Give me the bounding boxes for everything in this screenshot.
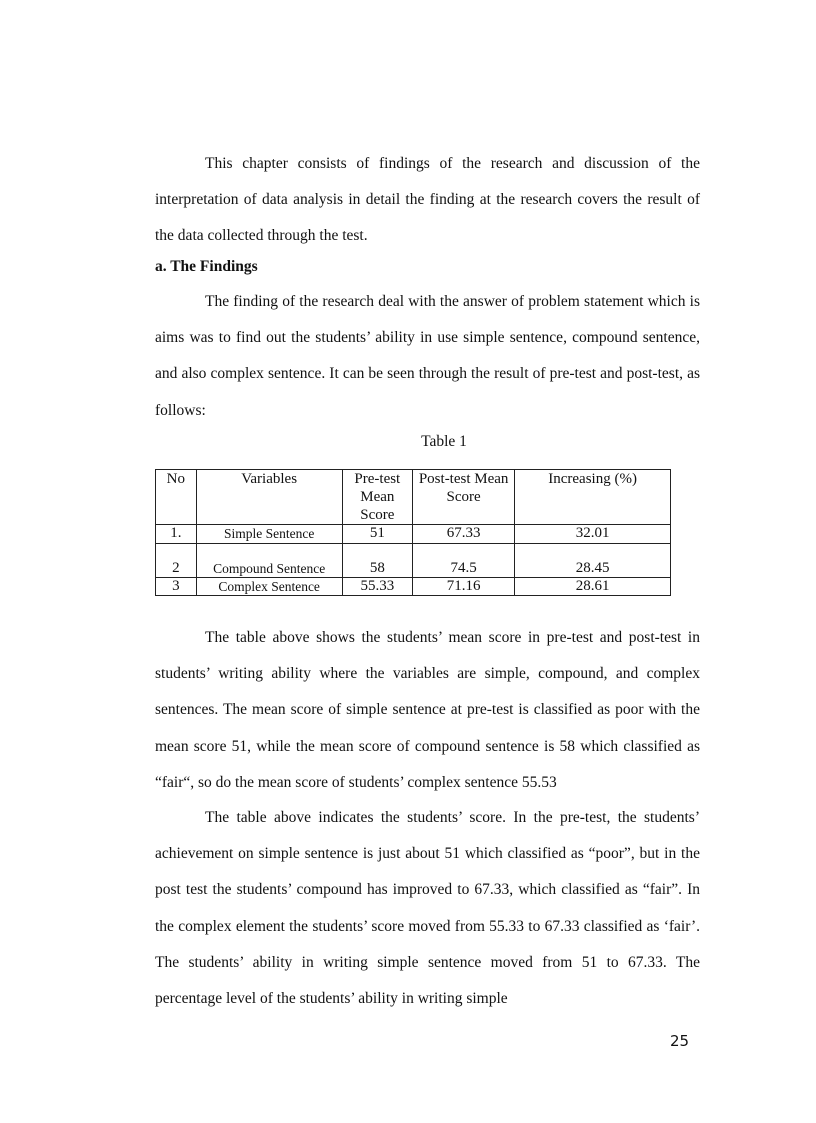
cell-posttest: 71.16 [413,578,515,596]
findings-paragraph: The finding of the research deal with the answer of problem statement which is aims was to find out the students’ ability in use simple sentence, compound sentence, and also complex sentence. It can be seen through the result of pre-test and post-test, as follows: [155,293,700,419]
cell-no: 3 [156,578,197,596]
cell-posttest: 67.33 [413,525,515,544]
score-discussion-paragraph: The table above indicates the students’ score. In the pre-test, the students’ achievement on simple sentence is just about 51 which classified as “poor”, but in the post test the students’ compound has improved to 67.33, which classified as “fair”. In the complex element the students’ score moved from 55.33 to 67.33 classified as ‘fair’. The students’ ability in writing simple sentence moved from 51 to 67.33. The percentage level of the students’ ability in writing simple [155,809,700,1008]
table-row [156,525,671,544]
header-posttest: Post-test Mean Score [413,470,515,525]
header-pretest: Pre-test Mean Score [342,470,413,525]
cell-posttest: 74.5 [413,544,515,578]
page-number: 25 [670,1032,690,1050]
cell-pretest: 55.33 [342,578,413,596]
table-caption: Table 1 [421,433,467,450]
table-discussion-paragraph: The table above shows the students’ mean score in pre-test and post-test in students’ writing ability where the variables are simple, compound, and complex sentences. The mean score of simple sentence at pre-test is classified as poor with the mean score 51, while the mean score of compound sentence is 58 which classified as “fair“, so do the mean score of students’ complex sentence 55.53 [155,629,700,791]
table-row [156,578,671,596]
cell-pretest: 58 [342,544,413,578]
cell-no: 1. [156,525,197,544]
cell-pretest: 51 [342,525,413,544]
header-variables: Variables [196,470,342,525]
intro-paragraph: This chapter consists of findings of the research and discussion of the interpretation of data analysis in detail the finding at the research covers the result of the data collected through the test. [155,155,700,245]
table-header-row [156,470,671,525]
cell-variable: Compound Sentence [196,544,342,578]
findings-heading: a. The Findings [155,258,258,275]
cell-variable: Simple Sentence [196,525,342,544]
cell-increasing: 28.45 [515,544,671,578]
header-increasing: Increasing (%) [515,470,671,525]
cell-variable: Complex Sentence [196,578,342,596]
cell-no: 2 [156,544,197,578]
cell-increasing: 28.61 [515,578,671,596]
results-table [155,469,671,596]
table-row [156,544,671,578]
cell-increasing: 32.01 [515,525,671,544]
header-no: No [156,470,197,525]
